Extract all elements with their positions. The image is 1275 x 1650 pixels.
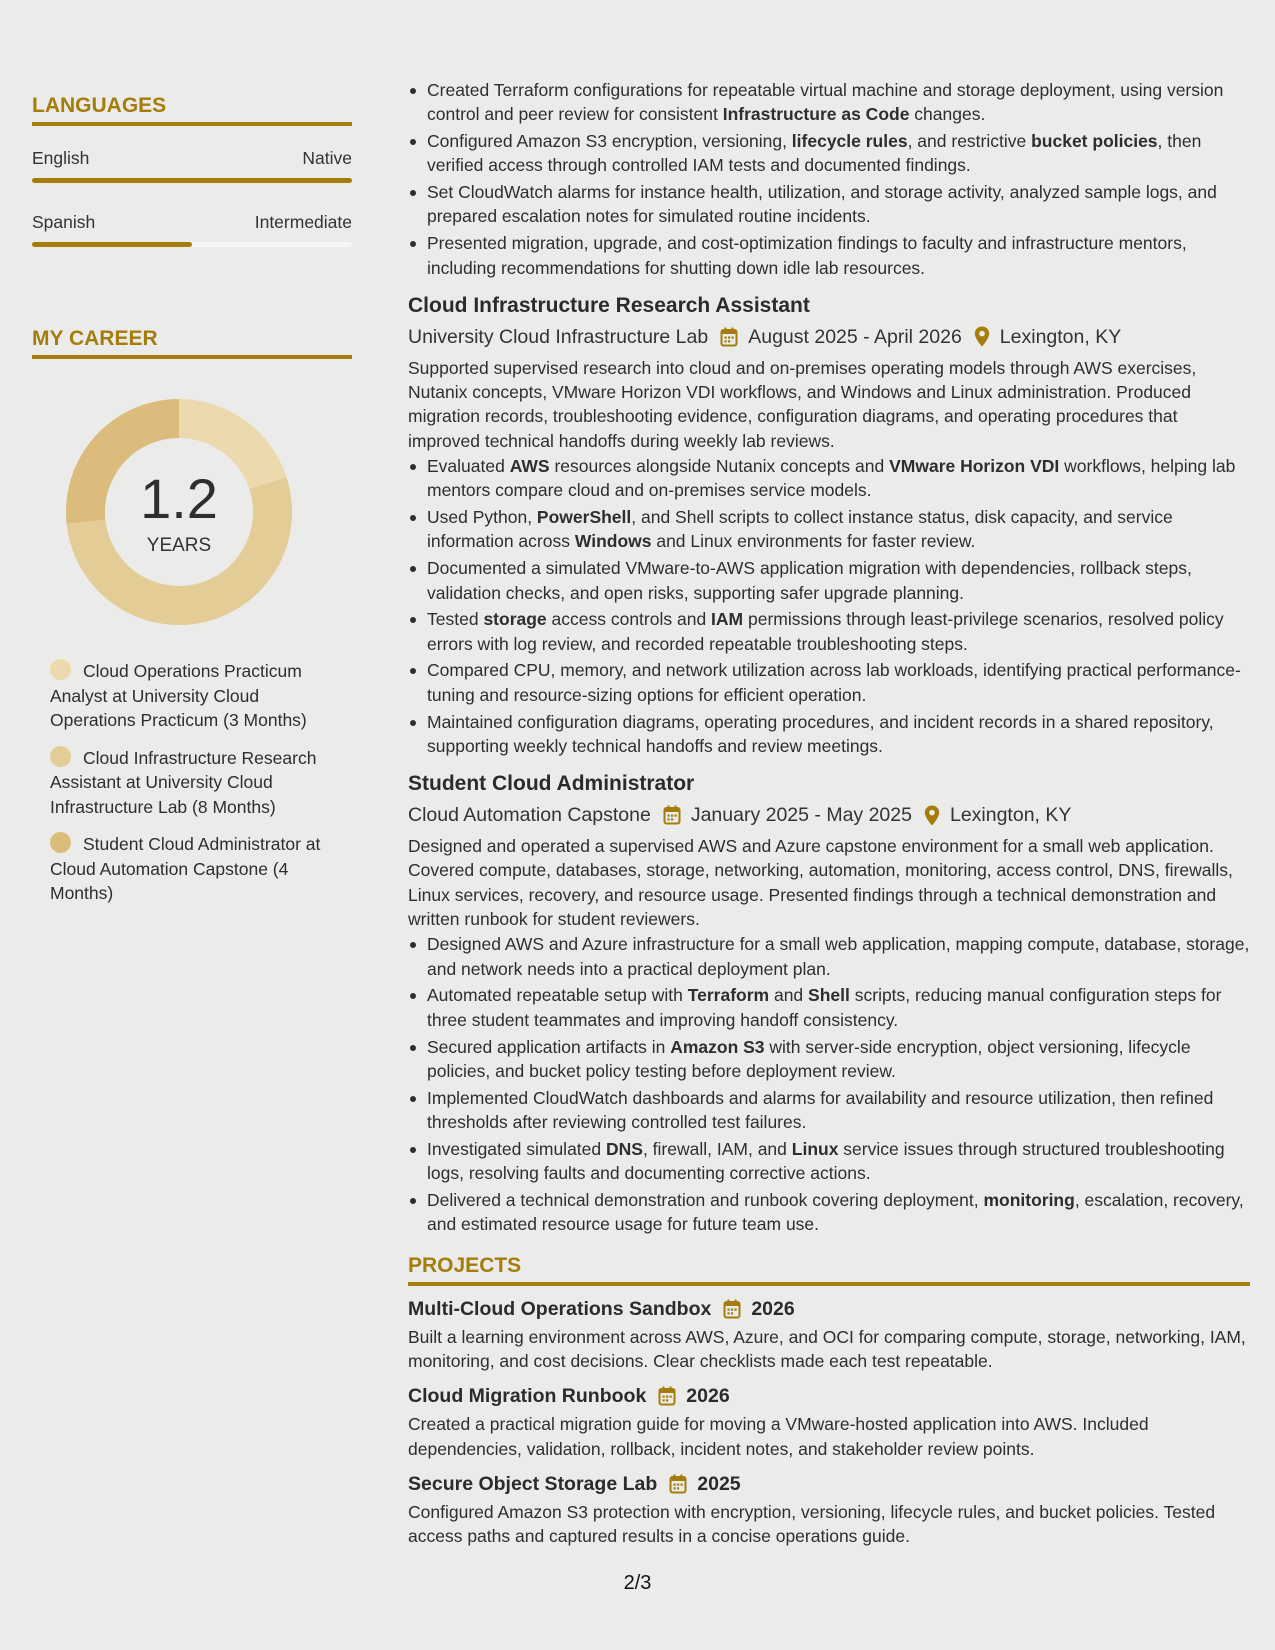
job-organization: Cloud Automation Capstone (408, 804, 651, 827)
keyword: monitoring (983, 1189, 1075, 1210)
keyword: AWS (509, 456, 550, 477)
job-entry (408, 292, 1250, 758)
language-proficiency-bar (32, 178, 352, 183)
bullet-item: Created Terraform configurations for repeatable virtual machine and storage deployment, using version control and peer review for consistent Infrastructure as Code changes. (427, 78, 1250, 127)
location-pin-icon (924, 805, 940, 826)
language-proficiency-fill (32, 242, 192, 247)
projects-heading: PROJECTS (408, 1254, 1250, 1285)
job-description: Designed and operated a supervised AWS and Azure capstone environment for a small web application. Covered compute, databases, storage, networking, automation, monitoring, access control, DNS, firewalls, Linux services, recovery, and resource usage. Presented findings through a technical demonstration and written runbook for student reviewers. (408, 836, 1233, 930)
bullet-item: Delivered a technical demonstration and runbook covering deployment, monitoring, escalation, recovery, and estimated resource usage for future team use. (427, 1188, 1250, 1237)
bullet-item: Compared CPU, memory, and network utilization across lab workloads, identifying practical performance-tuning and resource-sizing options for efficient operation. (427, 658, 1250, 707)
job-bullets (408, 932, 1250, 1236)
language-item-english (32, 148, 352, 183)
project-title-row (408, 1295, 1250, 1323)
language-level: Native (302, 148, 352, 168)
keyword: IAM (711, 609, 744, 630)
project-title-row (408, 1382, 1250, 1410)
job-description: Supported supervised research into cloud and on-premises operating models through AWS exercises, Nutanix concepts, VMware Horizon VDI workflows, and Windows and Linux administration. Produced migration records, troubleshooting evidence, configuration diagrams, and operating procedures that improved technical handoffs during weekly lab reviews. (408, 357, 1197, 451)
calendar-icon (723, 1299, 741, 1319)
keyword: PowerShell (536, 507, 632, 528)
project-description: Configured Amazon S3 protection with encryption, versioning, lifecycle rules, and bucket policies. Tested access paths and captured results in a concise operations guide. (408, 1501, 1216, 1547)
project-title: Secure Object Storage Lab (408, 1472, 658, 1495)
bullet-item: Configured Amazon S3 encryption, versioning, lifecycle rules, and restrictive bucket policies, then verified access through controlled IAM tests and documented findings. (427, 129, 1250, 178)
keyword: bucket policies (1031, 131, 1158, 152)
job-location: Lexington, KY (949, 804, 1072, 827)
page-number: 2/3 (623, 1572, 652, 1594)
keyword: DNS (606, 1138, 643, 1159)
bullet-item: Investigated simulated DNS, firewall, IAM, and Linux service issues through structured troubleshooting logs, resolving faults and documenting corrective actions. (427, 1137, 1250, 1186)
keyword: VMware Horizon VDI (889, 456, 1060, 477)
job-title: Student Cloud Administrator (408, 772, 695, 796)
bullet-item: Implemented CloudWatch dashboards and alarms for availability and resource utilization, then refined thresholds after reviewing controlled test failures. (427, 1086, 1250, 1135)
keyword: Terraform (687, 985, 770, 1006)
project-title: Cloud Migration Runbook (408, 1385, 647, 1408)
project-description: Created a practical migration guide for moving a VMware-hosted application into AWS. Included dependencies, validation, rollback, incident notes, and stakeholder review points. (408, 1414, 1149, 1459)
keyword: Shell (808, 985, 850, 1006)
language-level: Intermediate (254, 212, 352, 232)
calendar-icon (669, 1474, 687, 1494)
bullet-item: Presented migration, upgrade, and cost-optimization findings to faculty and infrastructure mentors, including recommendations for shutting down idle lab resources. (427, 231, 1250, 280)
bullet-item: Designed AWS and Azure infrastructure for a small web application, mapping compute, database, storage, and network needs into a practical deployment plan. (427, 932, 1250, 981)
keyword: Windows (574, 531, 652, 552)
job-dates: January 2025 - May 2025 (690, 804, 912, 827)
project-title: Multi-Cloud Operations Sandbox (408, 1297, 712, 1320)
career-donut-chart (66, 399, 292, 625)
bullet-item: Tested storage access controls and IAM permissions through least-privilege scenarios, resolved policy errors with log review, and recorded repeatable troubleshooting steps. (427, 607, 1250, 656)
project-entry (408, 1470, 1250, 1549)
language-item-spanish (32, 212, 352, 247)
bullet-item: Automated repeatable setup with Terraform and Shell scripts, reducing manual configuration steps for three student teammates and improving handoff consistency. (427, 983, 1250, 1032)
languages-heading: LANGUAGES (32, 94, 352, 126)
keyword: lifecycle rules (791, 131, 908, 152)
experience-list (408, 292, 1250, 1237)
project-description: Built a learning environment across AWS, Azure, and OCI for comparing compute, storage, networking, IAM, monitoring, and cost decisions. Clear checklists made each test repeatable. (408, 1326, 1246, 1371)
job-dates: August 2025 - April 2026 (748, 325, 962, 348)
legend-dot (50, 659, 71, 680)
continued-experience-bullets (408, 78, 1250, 280)
project-year: 2026 (686, 1385, 730, 1408)
calendar-icon (720, 327, 738, 347)
bullet-item: Used Python, PowerShell, and Shell scripts to collect instance status, disk capacity, and service information across Windows and Linux environments for faster review. (427, 505, 1250, 554)
job-meta (408, 801, 1250, 829)
project-title-row (408, 1470, 1250, 1498)
career-years-label: YEARS (146, 535, 212, 556)
bullet-item: Set CloudWatch alarms for instance health, utilization, and storage activity, analyzed sample logs, and prepared escalation notes for simulated routine incidents. (427, 180, 1250, 229)
career-legend-item (50, 746, 330, 820)
job-entry (408, 770, 1250, 1236)
calendar-icon (663, 805, 681, 825)
job-location: Lexington, KY (999, 325, 1122, 348)
bullet-item: Secured application artifacts in Amazon S3 with server-side encryption, object versioning, lifecycle policies, and bucket policy testing before deployment review. (427, 1035, 1250, 1084)
legend-dot (50, 746, 71, 767)
bullet-item: Documented a simulated VMware-to-AWS application migration with dependencies, rollback steps, validation checks, and open risks, supporting safer upgrade planning. (427, 556, 1250, 605)
bullet-item: Maintained configuration diagrams, operating procedures, and incident records in a shared repository, supporting weekly technical handoffs and review meetings. (427, 710, 1250, 759)
job-organization: University Cloud Infrastructure Lab (408, 325, 709, 348)
legend-dot (50, 832, 71, 853)
job-title: Cloud Infrastructure Research Assistant (408, 293, 810, 317)
legend-text: Cloud Infrastructure Research Assistant at University Cloud Infrastructure Lab (8 Months) (50, 747, 317, 817)
keyword: Infrastructure as Code (722, 104, 910, 125)
project-year: 2025 (697, 1472, 741, 1495)
keyword: storage (483, 609, 547, 630)
language-name: English (32, 148, 90, 168)
language-proficiency-fill (32, 178, 352, 183)
location-pin-icon (974, 326, 990, 347)
keyword: Amazon S3 (670, 1036, 765, 1057)
keyword: Linux (791, 1138, 839, 1159)
main-column (408, 78, 1250, 1548)
language-name: Spanish (32, 212, 96, 232)
project-entry (408, 1382, 1250, 1461)
projects-list (408, 1295, 1250, 1549)
project-year: 2026 (751, 1297, 795, 1320)
job-meta (408, 323, 1250, 351)
career-heading: MY CAREER (32, 327, 352, 359)
legend-text: Cloud Operations Practicum Analyst at University Cloud Operations Practicum (3 Months) (50, 661, 307, 730)
sidebar (32, 94, 352, 906)
career-legend (32, 659, 352, 906)
legend-text: Student Cloud Administrator at Cloud Automation Capstone (4 Months) (50, 834, 321, 903)
career-legend-item (50, 659, 330, 733)
bullet-item: Evaluated AWS resources alongside Nutanix concepts and VMware Horizon VDI workflows, helping lab mentors compare cloud and on-premises service models. (427, 454, 1250, 503)
career-legend-item (50, 832, 330, 906)
job-bullets (408, 454, 1250, 758)
calendar-icon (658, 1386, 676, 1406)
project-entry (408, 1295, 1250, 1374)
career-total-years: 1.2 (140, 467, 218, 530)
language-proficiency-bar (32, 242, 352, 247)
